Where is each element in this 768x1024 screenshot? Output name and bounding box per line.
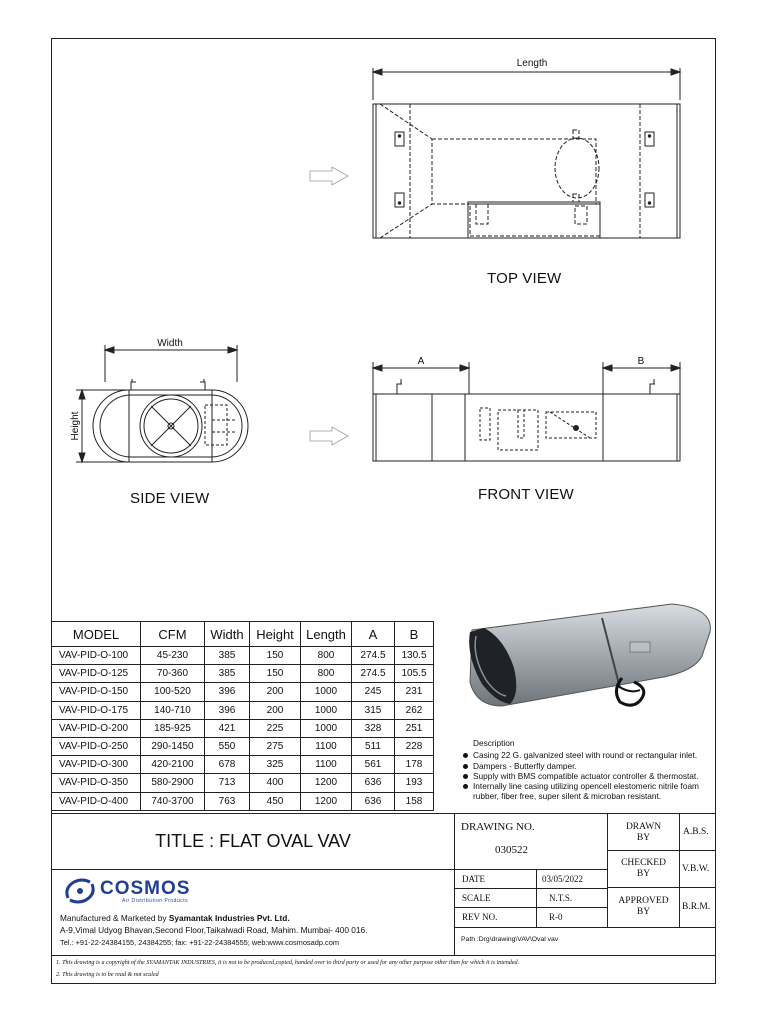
table-row <box>52 737 434 755</box>
front-view-drawing <box>300 350 700 470</box>
table-cell: 763 <box>205 792 250 810</box>
drawn-by-value-cell <box>679 813 716 851</box>
table-cell: 550 <box>205 737 250 755</box>
scale-label: SCALE <box>462 893 491 903</box>
table-cell: VAV-PID-O-125 <box>52 665 141 683</box>
table-cell: 105.5 <box>395 665 434 683</box>
dim-height-label: Height <box>70 411 81 441</box>
table-cell: 713 <box>205 774 250 792</box>
side-view-label: SIDE VIEW <box>130 490 210 507</box>
table-row <box>52 756 434 774</box>
col-height: Height <box>250 622 301 647</box>
table-cell: 1200 <box>301 774 352 792</box>
table-cell: 228 <box>395 737 434 755</box>
table-cell: 636 <box>352 792 395 810</box>
rev-label: REV NO. <box>462 912 498 922</box>
drawing-title: TITLE : FLAT OVAL VAV <box>155 831 351 851</box>
cosmos-logo-icon <box>62 876 98 906</box>
date-label-cell <box>454 869 537 889</box>
table-cell: 800 <box>301 647 352 665</box>
col-model: MODEL <box>52 622 141 647</box>
description-item: Casing 22 G. galvanized steel with round or rectangular inlet. <box>462 750 716 760</box>
description-list <box>462 750 716 801</box>
table-cell: VAV-PID-O-300 <box>52 756 141 774</box>
table-cell: 1100 <box>301 737 352 755</box>
checked-by-label-cell <box>607 850 680 888</box>
manufacturer-prefix: Manufactured & Marketed by <box>60 913 169 923</box>
front-view-label: FRONT VIEW <box>478 486 574 503</box>
table-body <box>52 647 434 811</box>
table-cell: 561 <box>352 756 395 774</box>
company-contact: Tel.: +91-22-24384155, 24384255; fax: +91-22-24384555; web:www.cosmosadp.com <box>60 938 339 947</box>
approved-by-label: APPROVED BY <box>618 896 669 917</box>
table-cell: 130.5 <box>395 647 434 665</box>
table-cell: VAV-PID-O-150 <box>52 683 141 701</box>
table-cell: 421 <box>205 719 250 737</box>
table-cell: 150 <box>250 647 301 665</box>
table-cell: 1100 <box>301 756 352 774</box>
approved-by-value-cell <box>679 887 716 928</box>
table-cell: 396 <box>205 683 250 701</box>
description-title: Description <box>473 738 515 748</box>
rev-value: R-0 <box>549 912 563 922</box>
company-cell <box>51 869 455 956</box>
table-row <box>52 665 434 683</box>
table-cell: 328 <box>352 719 395 737</box>
drawn-by-value: A.B.S. <box>683 827 709 837</box>
table-cell: 400 <box>250 774 301 792</box>
path-cell <box>454 927 716 956</box>
table-cell: 315 <box>352 701 395 719</box>
table-cell: 193 <box>395 774 434 792</box>
scale-value-cell <box>536 888 608 908</box>
table-row <box>52 719 434 737</box>
table-row <box>52 701 434 719</box>
manufacturer-name: Syamantak Industries Pvt. Ltd. <box>168 913 290 923</box>
table-row <box>52 774 434 792</box>
table-cell: 385 <box>205 665 250 683</box>
dim-length-label: Length <box>516 58 548 69</box>
checked-by-label: CHECKED BY <box>621 858 666 879</box>
dim-width-label: Width <box>157 338 183 349</box>
table-cell: 251 <box>395 719 434 737</box>
col-a: A <box>352 622 395 647</box>
table-cell: 511 <box>352 737 395 755</box>
table-cell: 636 <box>352 774 395 792</box>
table-cell: 274.5 <box>352 665 395 683</box>
table-cell: 385 <box>205 647 250 665</box>
file-path: Path :Drg\drawing\VAV\Oval vav <box>461 936 559 943</box>
manufacturer-line <box>60 913 290 923</box>
table-cell: 275 <box>250 737 301 755</box>
table-cell: 140-710 <box>141 701 205 719</box>
table-cell: VAV-PID-O-100 <box>52 647 141 665</box>
col-b: B <box>395 622 434 647</box>
table-cell: VAV-PID-O-400 <box>52 792 141 810</box>
checked-by-value: V.B.W. <box>682 864 710 874</box>
table-row <box>52 647 434 665</box>
col-cfm: CFM <box>141 622 205 647</box>
table-cell: 1000 <box>301 701 352 719</box>
table-cell: 200 <box>250 701 301 719</box>
company-address: A-9,Vimal Udyog Bhavan,Second Floor,Taikalwadi Road, Mahim. Mumbai- 400 016. <box>60 925 368 935</box>
description-item: Dampers - Butterfly damper. <box>462 761 716 771</box>
table-cell: 178 <box>395 756 434 774</box>
title-cell <box>51 813 455 870</box>
table-cell: 800 <box>301 665 352 683</box>
table-cell: VAV-PID-O-350 <box>52 774 141 792</box>
dim-b-label: B <box>637 356 645 367</box>
rev-value-cell <box>536 907 608 928</box>
table-cell: 274.5 <box>352 647 395 665</box>
table-cell: 1000 <box>301 719 352 737</box>
col-width: Width <box>205 622 250 647</box>
checked-by-value-cell <box>679 850 716 888</box>
table-cell: 678 <box>205 756 250 774</box>
date-value: 03/05/2022 <box>542 874 584 884</box>
drawn-by-label-cell <box>607 813 680 851</box>
table-header-row <box>52 622 434 647</box>
date-value-cell <box>536 869 608 889</box>
table-cell: 396 <box>205 701 250 719</box>
table-cell: 420-2100 <box>141 756 205 774</box>
scale-value: N.T.S. <box>549 893 573 903</box>
table-cell: 100-520 <box>141 683 205 701</box>
logo-tagline: Air Distribution Products <box>122 898 189 904</box>
dim-a-label: A <box>417 356 425 367</box>
table-cell: 1200 <box>301 792 352 810</box>
table-row <box>52 683 434 701</box>
scale-note: 2. This drawing is to be read & not scaled <box>56 972 159 978</box>
table-cell: VAV-PID-O-200 <box>52 719 141 737</box>
table-cell: 70-360 <box>141 665 205 683</box>
drawn-by-label: DRAWN BY <box>625 822 662 843</box>
scale-label-cell <box>454 888 537 908</box>
table-cell: 290-1450 <box>141 737 205 755</box>
approved-by-label-cell <box>607 887 680 928</box>
description-item: Supply with BMS compatible actuator controller & thermostat. <box>462 771 716 781</box>
table-cell: VAV-PID-O-175 <box>52 701 141 719</box>
table-cell: 200 <box>250 683 301 701</box>
product-photo <box>462 598 716 736</box>
description <box>462 738 716 802</box>
top-view-drawing <box>300 55 700 245</box>
table-cell: VAV-PID-O-250 <box>52 737 141 755</box>
table-row <box>52 792 434 810</box>
rev-label-cell <box>454 907 537 928</box>
top-view-label: TOP VIEW <box>487 270 562 287</box>
table-cell: 150 <box>250 665 301 683</box>
drawing-no-cell <box>454 813 608 870</box>
table-cell: 245 <box>352 683 395 701</box>
table-cell: 580-2900 <box>141 774 205 792</box>
side-view-drawing <box>60 330 260 470</box>
table-cell: 740-3700 <box>141 792 205 810</box>
approved-by-value: B.R.M. <box>682 902 711 912</box>
copyright-note: 1. This drawing is a copyright of the SYAMANTAK INDUSTRIES, it is not to be produced,copied, handed over to third party or used for any other purpose other than for which it is intended. <box>56 960 520 966</box>
table-cell: 450 <box>250 792 301 810</box>
table-cell: 1000 <box>301 683 352 701</box>
spec-table <box>51 621 434 811</box>
col-length: Length <box>301 622 352 647</box>
drawing-no-label: DRAWING NO. <box>461 821 535 833</box>
table-cell: 231 <box>395 683 434 701</box>
table-cell: 45-230 <box>141 647 205 665</box>
table-cell: 158 <box>395 792 434 810</box>
table-cell: 185-925 <box>141 719 205 737</box>
logo-text: COSMOS <box>100 878 191 899</box>
description-item: Internally line casing utilizing opencell elestomeric nitrile foam rubber, fiber free, super silent & microban resistant. <box>462 781 716 802</box>
table-cell: 262 <box>395 701 434 719</box>
table-cell: 325 <box>250 756 301 774</box>
drawing-no-value: 030522 <box>495 844 528 856</box>
date-label: DATE <box>462 874 485 884</box>
table-cell: 225 <box>250 719 301 737</box>
